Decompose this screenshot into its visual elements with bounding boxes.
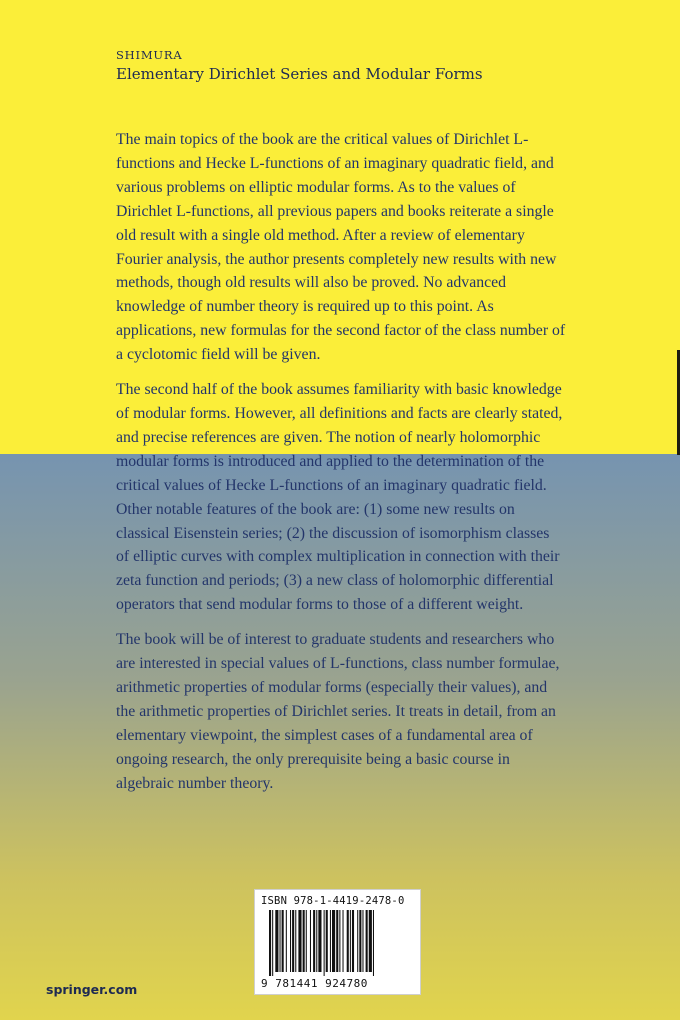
barcode-icon xyxy=(269,910,409,976)
barcode-stripe xyxy=(336,910,338,972)
publisher-website: springer.com xyxy=(46,982,138,997)
barcode-stripe xyxy=(352,910,354,972)
barcode-stripe xyxy=(339,910,340,972)
barcode-stripe xyxy=(326,910,328,972)
barcode-stripe xyxy=(373,910,374,976)
blurb-paragraph-3: The book will be of interest to graduate students and researchers who are interested in special values of L-functions, class number formulae, arithmetic properties of modular forms (especially their values), and the arithmetic properties of Dirichlet series. It treats in detail, from an elementary viewpoint, the simplest cases of a fundamental area of ongoing research, the only prerequisite being a basic course in algebraic number theory. xyxy=(116,631,560,792)
barcode-stripe xyxy=(343,910,344,972)
barcode-stripe xyxy=(280,910,281,972)
barcode-stripe xyxy=(359,910,361,972)
barcode-box xyxy=(254,889,421,995)
barcode-stripe xyxy=(347,910,349,972)
book-title: Elementary Dirichlet Series and Modular Forms xyxy=(116,65,483,83)
cover-header xyxy=(116,47,483,85)
blurb xyxy=(116,128,566,806)
blurb-paragraph-2: The second half of the book assumes familiarity with basic knowledge of modular forms. However, all definitions and facts are clearly stated, and precise references are given. The notion of nearly holomorphic modular forms is introduced and applied to the determination of the critical values of Hecke L-functions of an imaginary quadratic field. Other notable features of the book are: (1) some new results on classical Eisenstein series; (2) the discussion of isomorphism classes of elliptic curves with complex multiplication in connection with their zeta function and periods; (3) a new class of holomorphic differential operators that send modular forms to those of a different weight. xyxy=(116,381,563,614)
barcode-stripe xyxy=(292,910,294,972)
barcode-stripe xyxy=(282,910,284,972)
ean-digits: 9 781441 924780 xyxy=(261,977,368,990)
barcode-stripe xyxy=(290,910,291,972)
barcode-stripe xyxy=(318,910,321,972)
barcode-stripe xyxy=(269,910,271,976)
barcode-stripe xyxy=(357,910,358,972)
isbn-label: ISBN 978-1-4419-2478-0 xyxy=(261,895,405,907)
barcode-stripe xyxy=(303,910,305,972)
barcode-stripe xyxy=(324,910,325,976)
blurb-paragraph-1: The main topics of the book are the critical values of Dirichlet L-functions and Hecke L-functions of an imaginary quadratic field, and various problems on elliptic modular forms. As to the values of Dirichlet L-functions, all previous papers and books reiterate a single old result with a single old method. After a review of elementary Fourier analysis, the author presents completely new results with new methods, though old results will also be proved. No advanced knowledge of number theory is required up to this point. As applications, new formulas for the second factor of the class number of a cyclotomic field will be given. xyxy=(116,131,566,364)
barcode-stripe xyxy=(366,910,368,972)
barcode-stripe xyxy=(332,910,335,972)
barcode-stripe xyxy=(272,910,273,976)
barcode-stripe xyxy=(295,910,296,972)
barcode-stripe xyxy=(306,910,307,972)
barcode-stripe xyxy=(298,910,301,972)
barcode-stripe xyxy=(286,910,287,972)
barcode-stripe xyxy=(362,910,363,972)
barcode-stripe xyxy=(330,910,331,972)
barcode-stripe xyxy=(310,910,311,972)
barcode-stripe xyxy=(350,910,351,972)
barcode-stripe xyxy=(313,910,315,972)
barcode-stripe xyxy=(369,910,372,972)
barcode-stripe xyxy=(316,910,317,972)
author-name: SHIMURA xyxy=(116,48,183,62)
barcode-stripe xyxy=(275,910,278,972)
